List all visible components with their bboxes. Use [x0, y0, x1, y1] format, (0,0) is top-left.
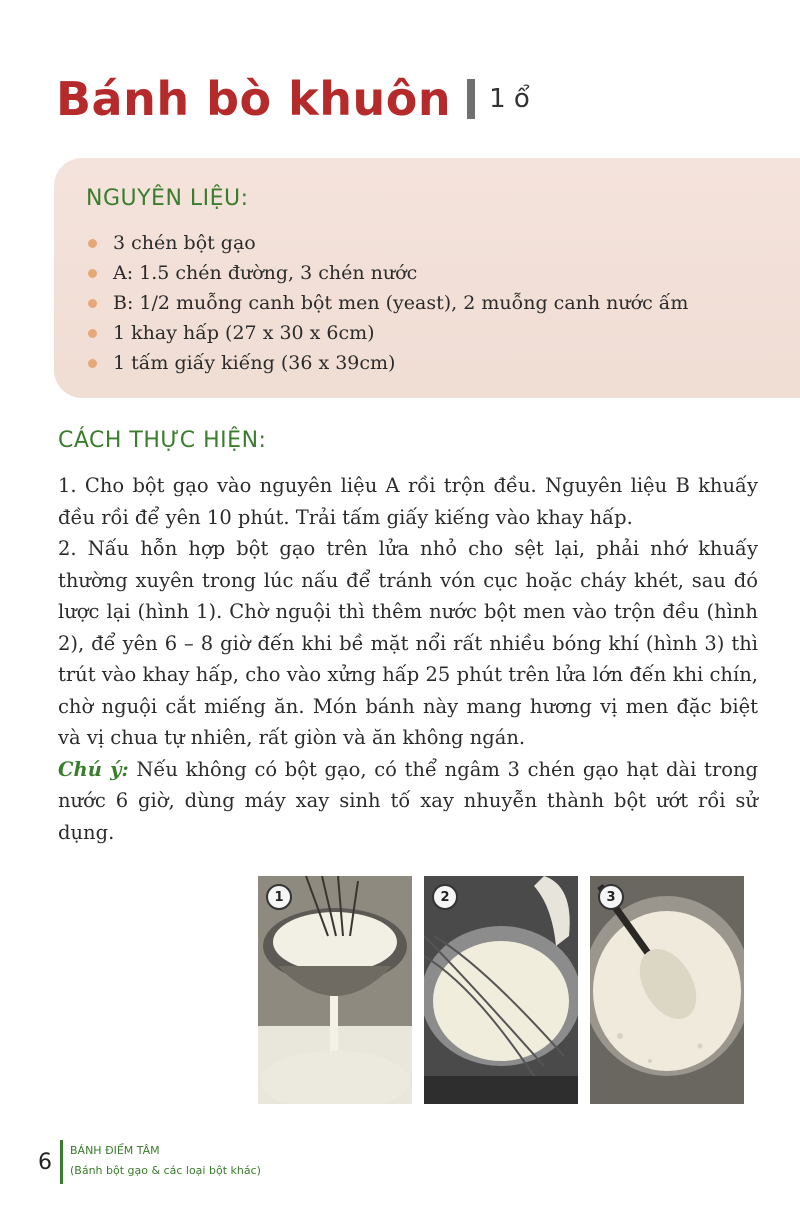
ingredient-text: 1 tấm giấy kiếng (36 x 39cm)	[113, 352, 396, 374]
photo-number-badge: 2	[432, 884, 458, 910]
recipe-header	[56, 72, 530, 126]
ingredient-text: A: 1.5 chén đường, 3 chén nước	[113, 262, 418, 284]
list-item	[88, 318, 688, 348]
method-heading: CÁCH THỰC HIỆN:	[58, 428, 267, 453]
photo-number-badge: 3	[598, 884, 624, 910]
recipe-title: Bánh bò khuôn	[56, 72, 452, 126]
serving-size: 1 ổ	[489, 84, 530, 114]
list-item	[88, 288, 688, 318]
list-item	[88, 258, 688, 288]
photo-2	[424, 876, 578, 1104]
method-body	[58, 470, 758, 848]
straining-batter-image	[258, 876, 412, 1104]
ingredient-text: 3 chén bột gạo	[113, 232, 256, 254]
footer-divider	[60, 1140, 63, 1184]
footer-section-title: BÁNH ĐIỂM TÂM	[70, 1144, 160, 1157]
ingredient-text: B: 1/2 muỗng canh bột men (yeast), 2 muỗng canh nước ấm	[113, 292, 689, 314]
ingredients-list	[88, 228, 688, 378]
mixing-yeast-image	[424, 876, 578, 1104]
footer-section-subtitle: (Bánh bột gạo & các loại bột khác)	[70, 1164, 261, 1177]
photo-3	[590, 876, 744, 1104]
page-number: 6	[38, 1150, 52, 1175]
footer-section	[70, 1141, 261, 1181]
bullet-icon	[88, 359, 97, 368]
ingredient-text: 1 khay hấp (27 x 30 x 6cm)	[113, 322, 375, 344]
photo-strip	[258, 876, 744, 1104]
step-2: 2. Nấu hỗn hợp bột gạo trên lửa nhỏ cho sệt lại, phải nhớ khuấy thường xuyên trong lúc nấu để tránh vón cục hoặc cháy khét, sau đó lược lại (hình 1). Chờ nguội thì thêm nước bột men vào trộn đều (hình 2), để yên 6 – 8 giờ đến khi bề mặt nổi rất nhiều bóng khí (hình 3) thì trút vào khay hấp, cho vào xửng hấp 25 phút trên lửa lớn đến khi chín, chờ nguội cắt miếng ăn. Món bánh này mang hương vị men đặc biệt và vị chua tự nhiên, rất giòn và ăn không ngán.	[58, 537, 758, 749]
photo-number-badge: 1	[266, 884, 292, 910]
note-text: Nếu không có bột gạo, có thể ngâm 3 chén gạo hạt dài trong nước 6 giờ, dùng máy xay sinh tố xay nhuyễn thành bột ướt rồi sử dụng.	[58, 757, 758, 844]
title-divider	[467, 79, 475, 119]
ingredients-box	[54, 158, 800, 398]
ingredients-heading: NGUYÊN LIỆU:	[86, 186, 249, 211]
note-label: Chú ý:	[58, 757, 129, 781]
bullet-icon	[88, 239, 97, 248]
bullet-icon	[88, 299, 97, 308]
risen-batter-image	[590, 876, 744, 1104]
list-item	[88, 228, 688, 258]
bullet-icon	[88, 269, 97, 278]
list-item	[88, 348, 688, 378]
step-1: 1. Cho bột gạo vào nguyên liệu A rồi trộn đều. Nguyên liệu B khuấy đều rồi để yên 10 phút. Trải tấm giấy kiếng vào khay hấp.	[58, 474, 758, 529]
bullet-icon	[88, 329, 97, 338]
photo-1	[258, 876, 412, 1104]
note	[58, 754, 758, 849]
